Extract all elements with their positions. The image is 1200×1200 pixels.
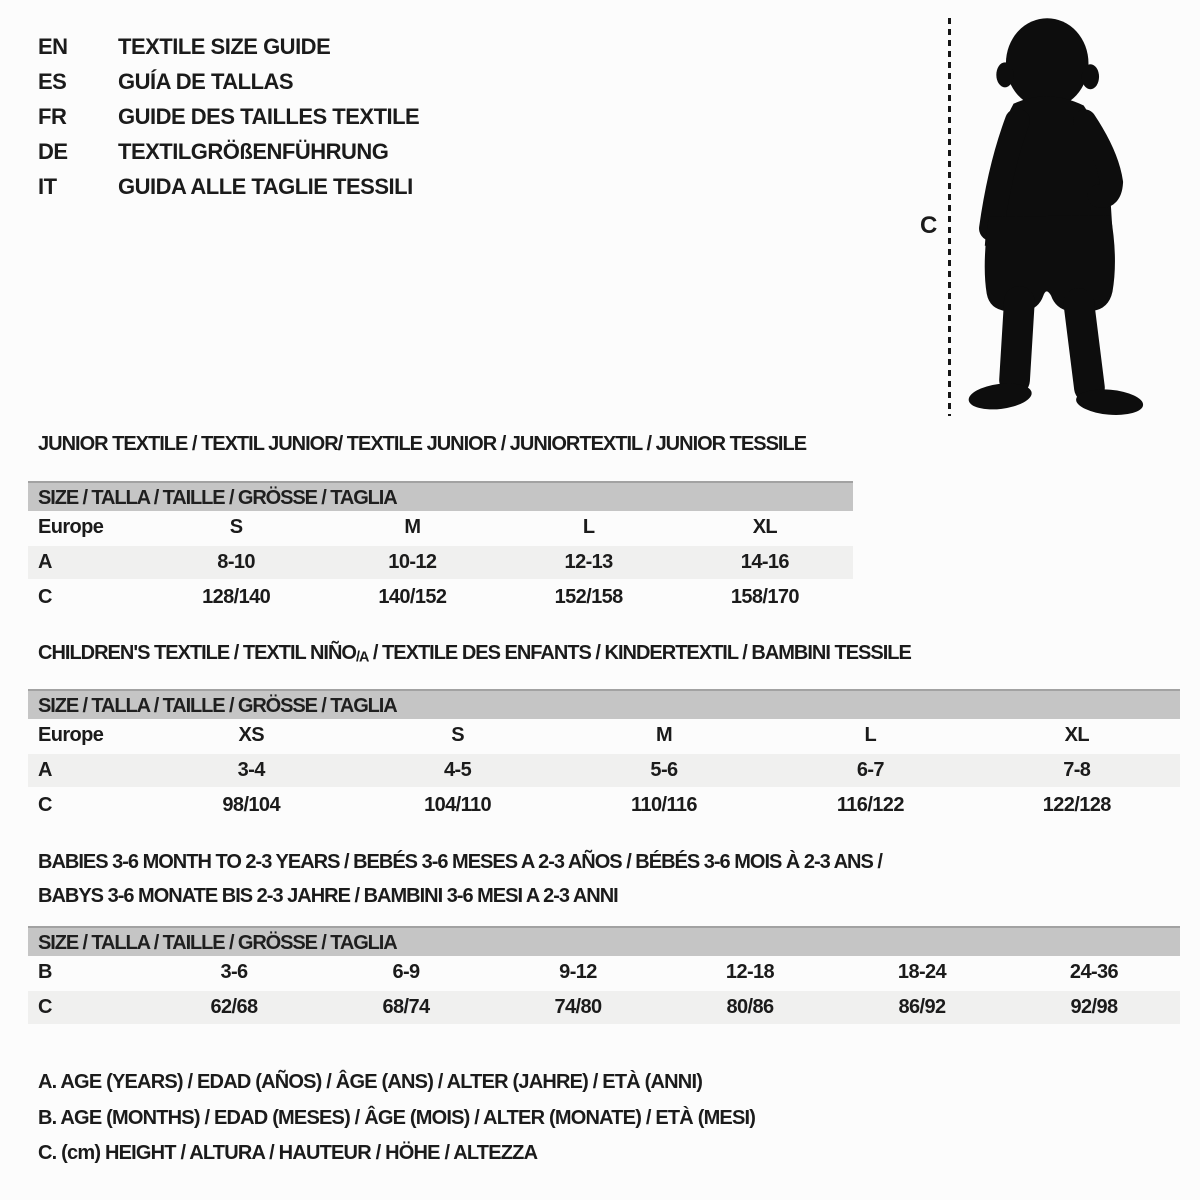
size-cell: 10-12 (324, 545, 500, 580)
size-cell: XL (752, 516, 778, 538)
size-cell: 18-24 (897, 961, 947, 983)
size-cell: 86/92 (836, 990, 1008, 1025)
table-row (28, 990, 1180, 1025)
row-label: A (28, 545, 148, 580)
language-title: GUIDE DES TAILLES TEXTILE (118, 104, 420, 129)
language-title: TEXTILE SIZE GUIDE (118, 34, 331, 59)
size-cell: 3-6 (220, 961, 248, 983)
size-cell: 80/86 (664, 990, 836, 1025)
size-cell: 128/140 (202, 586, 271, 608)
row-label: Europe (38, 724, 104, 746)
language-row (38, 99, 419, 134)
language-title: GUÍA DE TALLAS (118, 69, 294, 94)
section-title-junior: JUNIOR TEXTILE / TEXTIL JUNIOR/ TEXTILE JUNIOR / JUNIORTEXTIL / JUNIOR TESSILE (38, 433, 807, 455)
table-row (28, 788, 1180, 822)
size-cell: S (451, 724, 464, 746)
note-line-c: C. (cm) HEIGHT / ALTURA / HAUTEUR / HÖHE / ALTEZZA (38, 1142, 538, 1164)
junior-size-table (28, 481, 853, 614)
size-cell: M (655, 724, 672, 746)
size-cell: M (404, 516, 421, 538)
toddler-silhouette-icon (956, 10, 1148, 420)
size-cell: 110/116 (631, 794, 697, 816)
table-row (28, 753, 1180, 788)
height-measure-dashed-line (948, 18, 951, 416)
size-cell: L (864, 724, 877, 746)
size-cell: 12-13 (501, 545, 677, 580)
size-cell: XL (1064, 724, 1089, 746)
language-code: IT (38, 174, 57, 199)
row-label: C (38, 794, 52, 816)
note-line-b: B. AGE (MONTHS) / EDAD (MESES) / ÂGE (MOIS) / ALTER (MONATE) / ETÀ (MESI) (38, 1106, 756, 1129)
size-header-bar: SIZE / TALLA / TAILLE / GRÖSSE / TAGLIA (28, 926, 1180, 956)
size-cell: XS (238, 724, 264, 746)
children-title-sub: /A (355, 649, 369, 666)
size-cell: 68/74 (320, 990, 492, 1025)
note-line-a: A. AGE (YEARS) / EDAD (AÑOS) / ÂGE (ANS) / ALTER (JAHRE) / ETÀ (ANNI) (38, 1071, 703, 1093)
babies-title-line2: BABYS 3-6 MONATE BIS 2-3 JAHRE / BAMBINI 3-6 MESI A 2-3 ANNI (38, 885, 618, 907)
size-cell: 140/152 (378, 586, 447, 608)
language-row (38, 134, 419, 169)
table-row (28, 580, 853, 614)
size-cell: 12-18 (725, 961, 775, 983)
language-row (38, 29, 419, 64)
table-row (28, 719, 1180, 753)
section-title-babies (38, 845, 882, 913)
size-cell: 4-5 (354, 753, 560, 788)
babies-size-table (28, 926, 1180, 1026)
height-measure-label: C (920, 212, 938, 239)
legend-notes (38, 1065, 755, 1172)
size-cell: 3-4 (148, 753, 354, 788)
size-cell: L (582, 516, 595, 538)
row-label: C (28, 990, 148, 1025)
language-list (38, 29, 419, 204)
language-row (38, 169, 419, 204)
size-cell: S (229, 516, 243, 538)
size-cell: 7-8 (974, 753, 1180, 788)
size-cell: 14-16 (677, 545, 853, 580)
size-cell: 24-36 (1069, 961, 1119, 983)
size-cell: 98/104 (222, 794, 280, 816)
size-cell: 74/80 (492, 990, 664, 1025)
language-title: GUIDA ALLE TAGLIE TESSILI (118, 174, 413, 199)
size-cell: 92/98 (1008, 990, 1180, 1025)
row-label: C (38, 586, 52, 608)
size-cell: 104/110 (424, 794, 492, 816)
children-title-main: CHILDREN'S TEXTILE / TEXTIL NIÑO (38, 642, 356, 664)
language-title: TEXTILGRÖßENFÜHRUNG (118, 139, 389, 164)
children-title-rest: / TEXTILE DES ENFANTS / KINDERTEXTIL / BAMBINI TESSILE (368, 642, 911, 664)
table-row (28, 545, 853, 580)
row-label: A (28, 753, 148, 788)
size-cell: 6-9 (392, 961, 420, 983)
children-size-table (28, 689, 1180, 822)
babies-title-line1: BABIES 3-6 MONTH TO 2-3 YEARS / BEBÉS 3-6 MESES A 2-3 AÑOS / BÉBÉS 3-6 MOIS À 2-3 ANS / (38, 851, 882, 873)
row-label: B (38, 961, 52, 983)
language-code: ES (38, 69, 67, 94)
language-code: EN (38, 34, 68, 59)
language-code: FR (38, 104, 67, 129)
language-row (38, 64, 419, 99)
row-label: Europe (38, 516, 104, 538)
size-cell: 158/170 (730, 586, 799, 608)
table-row (28, 956, 1180, 990)
size-header-bar: SIZE / TALLA / TAILLE / GRÖSSE / TAGLIA (28, 481, 853, 511)
size-cell: 5-6 (561, 753, 767, 788)
size-cell: 8-10 (148, 545, 324, 580)
size-cell: 116/122 (836, 794, 904, 816)
size-cell: 6-7 (767, 753, 973, 788)
size-cell: 62/68 (148, 990, 320, 1025)
language-code: DE (38, 139, 68, 164)
table-row (28, 511, 853, 545)
size-cell: 122/128 (1042, 794, 1111, 816)
size-cell: 9-12 (559, 961, 597, 983)
size-cell: 152/158 (554, 586, 623, 608)
size-header-bar: SIZE / TALLA / TAILLE / GRÖSSE / TAGLIA (28, 689, 1180, 719)
section-title-children (38, 642, 911, 666)
